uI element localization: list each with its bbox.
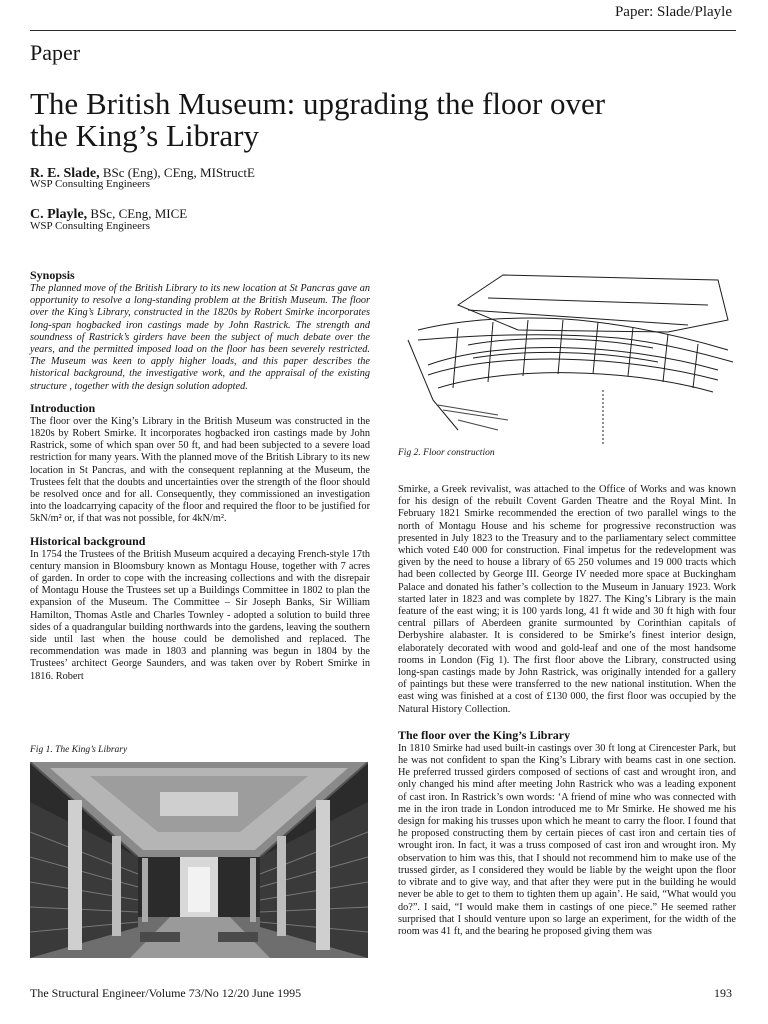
author-2-affiliation: WSP Consulting Engineers xyxy=(30,220,150,232)
synopsis-heading: Synopsis xyxy=(30,268,75,282)
title-line-2: the King’s Library xyxy=(30,118,260,153)
synopsis-section xyxy=(30,268,370,683)
author-2-name: C. Playle, xyxy=(30,207,88,222)
right-paragraph-1: Smirke, a Greek revivalist, was attached to the Office of Works and was known for his design of the rebuilt Covent Garden Theatre and the Royal Mint. In February 1821 Smirke recommended the erection of two parallel wings to the north of Montagu House and his scheme for progressive reconstruction was presented in July 1823 to the Treasury and to the parliamentary select committee which voted £40 000 for construction. Final impetus for the redevelopment was given by the need to house a library of 65 250 volumes and 19 000 tracts which had been collected by George III. George IV needed more space at Buckingham Palace and donated his father’s collection to the Museum in January 1923. Work started later in 1823 and was complete by 1827. The King’s Library is the main feature of the east wing; it is 100 yards long, 41 ft wide and 30 ft high with four central pillars of Aberdeen granite surmounted by Corinthian capitals of Derbyshire alabaster. It is considered to be Smirke’s finest interior design, elaborately decorated with wood and gold-leaf and one of the most handsome rooms in London (Fig 1). The first floor above the Library, constructed using long-span castings made by John Rastrick, was originally intended for a gallery of paintings but these were transferred to the new national institution. When the east wing was finished at a cost of £130 000, the first floor was occupied by the Natural History Collection. xyxy=(398,484,736,715)
fig2-floor-construction-drawing xyxy=(398,270,738,445)
synopsis-text: The planned move of the British Library to its new location at St Pancras gave an opportunity to resolve a long-standing problem at the British Museum. The floor over the King’s Library, constructed in the 1820s by Robert Smirke incorporates long-span hogbacked iron castings made by John Rastrick. The strength and soundness of Rastrick’s girders have been the subject of much debate over the years, and the permitted imposed load on the floor has been severely restricted. The Museum was keen to apply higher loads, and this paper describes the historical background, the investigative work, and the appraisal of the existing structure , together with the design solution adopted. xyxy=(30,283,370,392)
fig2-caption: Fig 2. Floor construction xyxy=(398,448,495,458)
header-rule xyxy=(30,30,736,31)
historical-heading: Historical background xyxy=(30,533,146,548)
author-1-affiliation: WSP Consulting Engineers xyxy=(30,178,150,190)
running-head: Paper: Slade/Playle xyxy=(614,4,732,20)
introduction-heading: Introduction xyxy=(30,400,96,415)
historical-text: In 1754 the Trustees of the British Museum acquired a decaying French-style 17th century mansion in Bloomsbury known as Montagu House, together with 7 acres of garden. In order to cope with the increasing collections and with the disrepair of Montagu House the Trustees set up a Buildings Committee in 1802 to plan the expansion of the Museum. The Committee – Sir Joseph Banks, Sir William Hamilton, Thomas Astle and Charles Townley - adopted a solution to build three sides of a quadrangular building northwards into the gardens, leaving the southern side until last when the house could be demolished and replaced. The recommendation was made in 1803 and planning was begun in 1804 by the Trustees’ architect George Saunders, and was taken over by Robert Smirke in 1816. Robert xyxy=(30,548,370,682)
author-2 xyxy=(30,207,187,221)
floor-section-heading: The floor over the King’s Library xyxy=(398,727,571,742)
right-column-body xyxy=(398,484,736,938)
floor-section-text: In 1810 Smirke had used built-in castings over 30 ft long at Cirencester Park, but he was not confident to span the King’s Library with beams cast in one section. He preferred trussed girders composed of sections of cast and wrought iron, and only changed his mind after meeting John Rastrick who was a leading exponent of cast iron. In Rastrick’s own words: ‘A friend of mine who was connected with me in the iron trade in London introduced me to Mr Smirke. He showed me his design for making his trusses upon which he meant to carry the floor. I found that he proposed constructing them by certain pieces of cast iron and certain ties of wrought iron. In fact, it was a truss composed of cast iron and wrought iron. My observation to him was this, that I should not recommend him to make use of the trussed girder, as I considered they would be liable by the weight upon the floor to vibrate and to give way, and that after they were put in the building he would never be able to get to them to tighten them up again’. He said, “What would you do?”. I said, “I would make them in castings of one piece.” He seemed rather surprised that I should venture upon so large an experiment, for the width of the room was 41 ft, and the bearing he proposed giving them was xyxy=(398,742,736,937)
fig1-kings-library-photo xyxy=(30,762,368,958)
journal-footer: The Structural Engineer/Volume 73/No 12/20 June 1995 xyxy=(30,986,302,1000)
section-label: Paper xyxy=(30,40,81,65)
title-line-1: The British Museum: upgrading the floor over xyxy=(30,86,606,121)
fig1-caption: Fig 1. The King’s Library xyxy=(30,745,128,755)
page-number: 193 xyxy=(714,986,732,1000)
paper-title xyxy=(30,88,750,152)
introduction-text: The floor over the King’s Library in the British Museum was constructed in the 1820s by Robert Smirke. It incorporates hogbacked iron castings made by John Rastrick, some of which span over 50 ft, and had been subjected to a severe load restriction for many years. With the planned move of the British Library to its new location in St Pancras, and with the consequent replanning at the Museum, the Trustees felt that the doubts and uncertainties over the strength of the floor should be resolved once and for all. Consequently, they commissioned an investigation into the loadcarrying capacity of the floor and required the floor to be justified for 5kN/m² or, if that was not possible, for 4kN/m². xyxy=(30,415,370,525)
author-2-quals: BSc, CEng, MICE xyxy=(87,206,188,221)
author-1-name: R. E. Slade, xyxy=(30,166,100,181)
author-1-quals: BSc (Eng), CEng, MIStructE xyxy=(99,165,255,180)
